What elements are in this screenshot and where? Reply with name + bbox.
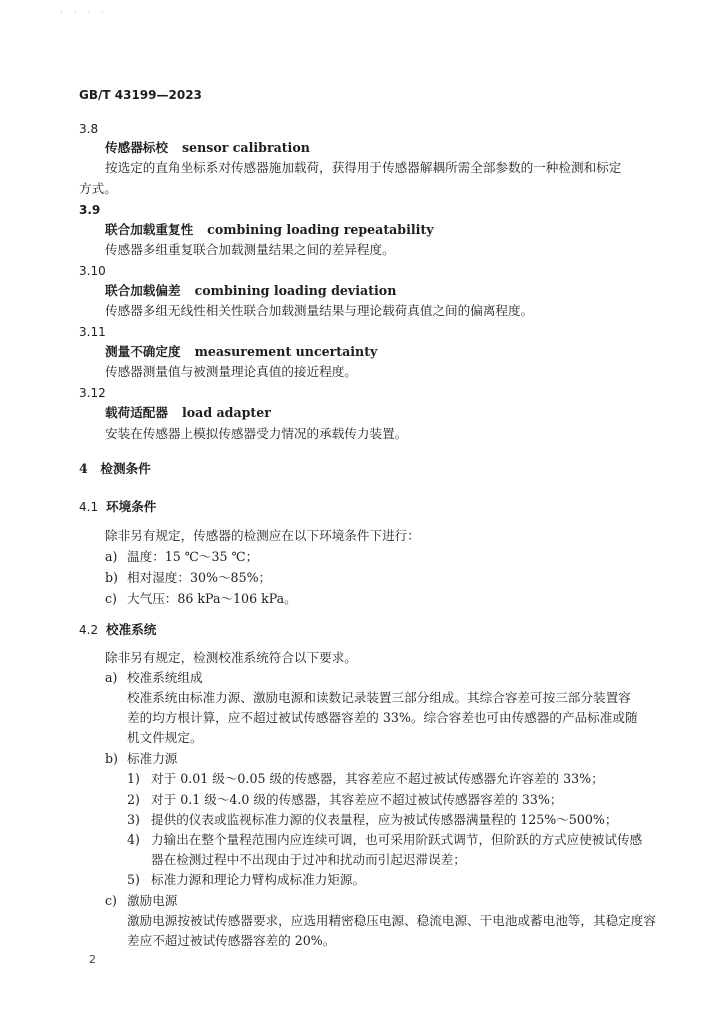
term-zh: 联合加载偏差 [105, 283, 181, 298]
term-zh: 测量不确定度 [105, 344, 181, 359]
section-heading: 4 检测条件 [79, 461, 151, 476]
term-en: combining loading repeatability [207, 222, 434, 237]
list-marker: a) [105, 549, 118, 564]
term-zh: 传感器标校 [105, 140, 168, 155]
list-item-title: 校准系统组成 [127, 670, 203, 685]
term-definition: 方式。 [79, 181, 117, 196]
list-item: 对于 0.01 级～0.05 级的传感器，其容差应不超过被试传感器允许容差的 33%； [151, 771, 604, 786]
paragraph: 机文件规定。 [127, 730, 203, 745]
paragraph: 差应不超过被试传感器容差的 20%。 [127, 933, 336, 948]
term-title [105, 222, 434, 238]
subsection-number: 4.1 [79, 500, 99, 514]
list-item: 大气压：86 kPa～106 kPa。 [127, 591, 297, 606]
paragraph: 激励电源按被试传感器要求，应选用精密稳压电源、稳流电源、干电池或蓄电池等，其稳定度容 [127, 913, 656, 928]
term-zh: 载荷适配器 [105, 405, 168, 420]
term-definition: 安装在传感器上模拟传感器受力情况的承载传力装置。 [105, 426, 408, 441]
list-marker: c) [105, 591, 117, 606]
paragraph: 校准系统由标准力源、激励电源和读数记录装置三部分组成。其综合容差可按三部分装置容 [127, 690, 631, 705]
scan-artifact: · · · · [60, 8, 109, 18]
subsection-number: 4.2 [79, 623, 99, 637]
term-title [105, 344, 377, 360]
paragraph: 差的均方根计算，应不超过被试传感器容差的 33%。综合容差也可由传感器的产品标准或随 [127, 710, 638, 725]
term-number: 3.10 [79, 264, 106, 278]
standard-code: GB/T 43199—2023 [79, 88, 202, 102]
term-definition: 传感器多组无线性相关性联合加载测量结果与理论载荷真值之间的偏离程度。 [105, 303, 534, 318]
list-item: 力输出在整个量程范围内应连续可调，也可采用阶跃式调节，但阶跃的方式应使被试传感 [151, 832, 643, 847]
list-item-title: 激励电源 [127, 893, 178, 908]
paragraph: 除非另有规定，传感器的检测应在以下环境条件下进行： [105, 528, 420, 543]
subsection-title: 校准系统 [106, 622, 157, 637]
term-en: measurement uncertainty [194, 344, 378, 359]
list-marker: 3) [127, 812, 140, 827]
term-title [105, 405, 271, 421]
term-definition: 传感器测量值与被测量理论真值的接近程度。 [105, 364, 357, 379]
list-marker: 2) [127, 792, 140, 807]
term-title [105, 283, 396, 299]
list-marker: b) [105, 751, 118, 766]
list-marker: 4) [127, 832, 140, 847]
term-en: sensor calibration [181, 140, 310, 155]
term-number: 3.12 [79, 386, 106, 400]
term-en: load adapter [181, 405, 271, 420]
paragraph: 除非另有规定，检测校准系统符合以下要求。 [105, 650, 357, 665]
list-item: 器在检测过程中不出现由于过冲和扰动而引起迟滞误差； [151, 852, 466, 867]
page-number: 2 [89, 953, 96, 966]
term-definition: 按选定的直角坐标系对传感器施加载荷，获得用于传感器解耦所需全部参数的一种检测和标定 [105, 160, 622, 175]
list-item: 提供的仪表或监视标准力源的仪表量程，应为被试传感器满量程的 125%～500%； [151, 812, 618, 827]
term-number: 3.9 [79, 203, 101, 217]
term-title [105, 140, 310, 156]
term-definition: 传感器多组重复联合加载测量结果之间的差异程度。 [105, 242, 395, 257]
list-marker: 1) [127, 771, 140, 786]
list-item: 温度：15 ℃～35 ℃； [127, 549, 259, 564]
term-number: 3.8 [79, 122, 99, 136]
list-marker: b) [105, 570, 118, 585]
list-item-title: 标准力源 [127, 751, 178, 766]
list-marker: a) [105, 670, 118, 685]
list-marker: c) [105, 893, 117, 908]
list-item: 标准力源和理论力臂构成标准力矩源。 [151, 872, 366, 887]
list-item: 相对湿度：30%～85%； [127, 570, 272, 585]
term-number: 3.11 [79, 325, 106, 339]
term-zh: 联合加载重复性 [105, 222, 194, 237]
subsection-title: 环境条件 [106, 499, 157, 514]
list-marker: 5) [127, 872, 140, 887]
term-en: combining loading deviation [194, 283, 397, 298]
list-item: 对于 0.1 级～4.0 级的传感器，其容差应不超过被试传感器容差的 33%； [151, 792, 563, 807]
